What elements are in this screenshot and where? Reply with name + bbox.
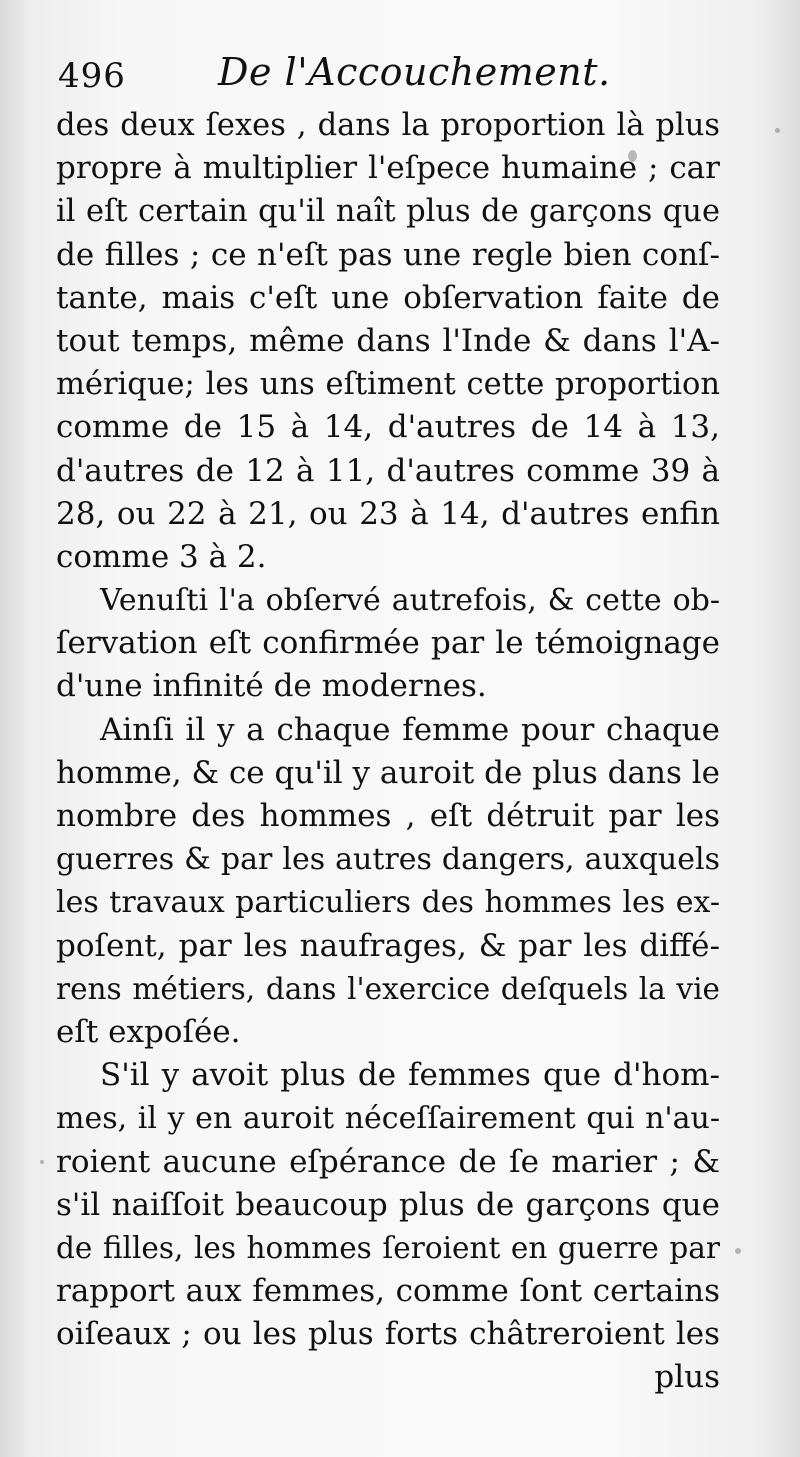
- text-line: des deux ſexes , dans la proportion là plus: [56, 108, 720, 143]
- text-line: s'il naiſſoit beaucoup plus de garçons que: [56, 1186, 720, 1223]
- text-line: poſent, par les naufrages, & par les diffé-: [56, 927, 720, 964]
- text-line: eſt expoſée.: [56, 1013, 241, 1050]
- ink-speck: [775, 128, 780, 133]
- text-line: 28, ou 22 à 21, ou 23 à 14, d'autres enfin: [56, 495, 720, 532]
- ink-speck: [40, 1160, 44, 1164]
- page-header: [58, 48, 748, 108]
- page-number: 496: [58, 56, 126, 96]
- text-line: mérique; les uns eſtiment cette proportion: [56, 367, 720, 403]
- text-line: mes, il y en auroit néceſſairement qui n'au-: [56, 1101, 720, 1137]
- running-title: De l'Accouchement.: [218, 50, 611, 94]
- text-line: de filles, les hommes ſeroient en guerre par: [56, 1230, 720, 1265]
- text-line: d'une infinité de modernes.: [56, 668, 487, 705]
- text-line: roient aucune eſpérance de ſe marier ; &: [56, 1143, 720, 1180]
- text-line: Venuſti l'a obſervé autrefois, & cette ob-: [100, 583, 720, 619]
- ink-speck: [735, 1248, 741, 1254]
- catchword: plus: [654, 1359, 720, 1396]
- text-line: propre à multiplier l'eſpece humaine ; car: [56, 150, 720, 187]
- text-line: comme 3 à 2.: [56, 538, 267, 575]
- text-line: tout temps, même dans l'Inde & dans l'A-: [56, 322, 720, 359]
- text-line: homme, & ce qu'il y auroit de plus dans le: [56, 754, 720, 791]
- text-line: il eſt certain qu'il naît plus de garçons que: [56, 194, 720, 230]
- text-line: rens métiers, dans l'exercice deſquels la vie: [56, 971, 720, 1006]
- text-line: d'autres de 12 à 11, d'autres comme 39 à: [56, 452, 720, 489]
- text-line: guerres & par les autres dangers, auxquels: [56, 842, 720, 878]
- ink-speck: [628, 150, 637, 162]
- text-line: comme de 15 à 14, d'autres de 14 à 13,: [56, 409, 720, 446]
- text-line: tante, mais c'eſt une obſervation faite de: [56, 279, 720, 316]
- text-line: rapport aux femmes, comme ſont certains: [56, 1273, 720, 1310]
- text-line: nombre des hommes , eſt détruit par les: [56, 798, 720, 834]
- text-line: les travaux particuliers des hommes les ex-: [56, 885, 720, 921]
- text-line: S'il y avoit plus de femmes que d'hom-: [100, 1057, 720, 1094]
- text-line: de filles ; ce n'eſt pas une regle bien conſ-: [56, 236, 720, 273]
- text-line: oiſeaux ; ou les plus forts châtreroient les: [56, 1316, 720, 1353]
- text-line: Ainſi il y a chaque femme pour chaque: [100, 711, 720, 748]
- body-text: [56, 104, 720, 1400]
- text-line: ſervation eſt confirmée par le témoignage: [56, 625, 720, 662]
